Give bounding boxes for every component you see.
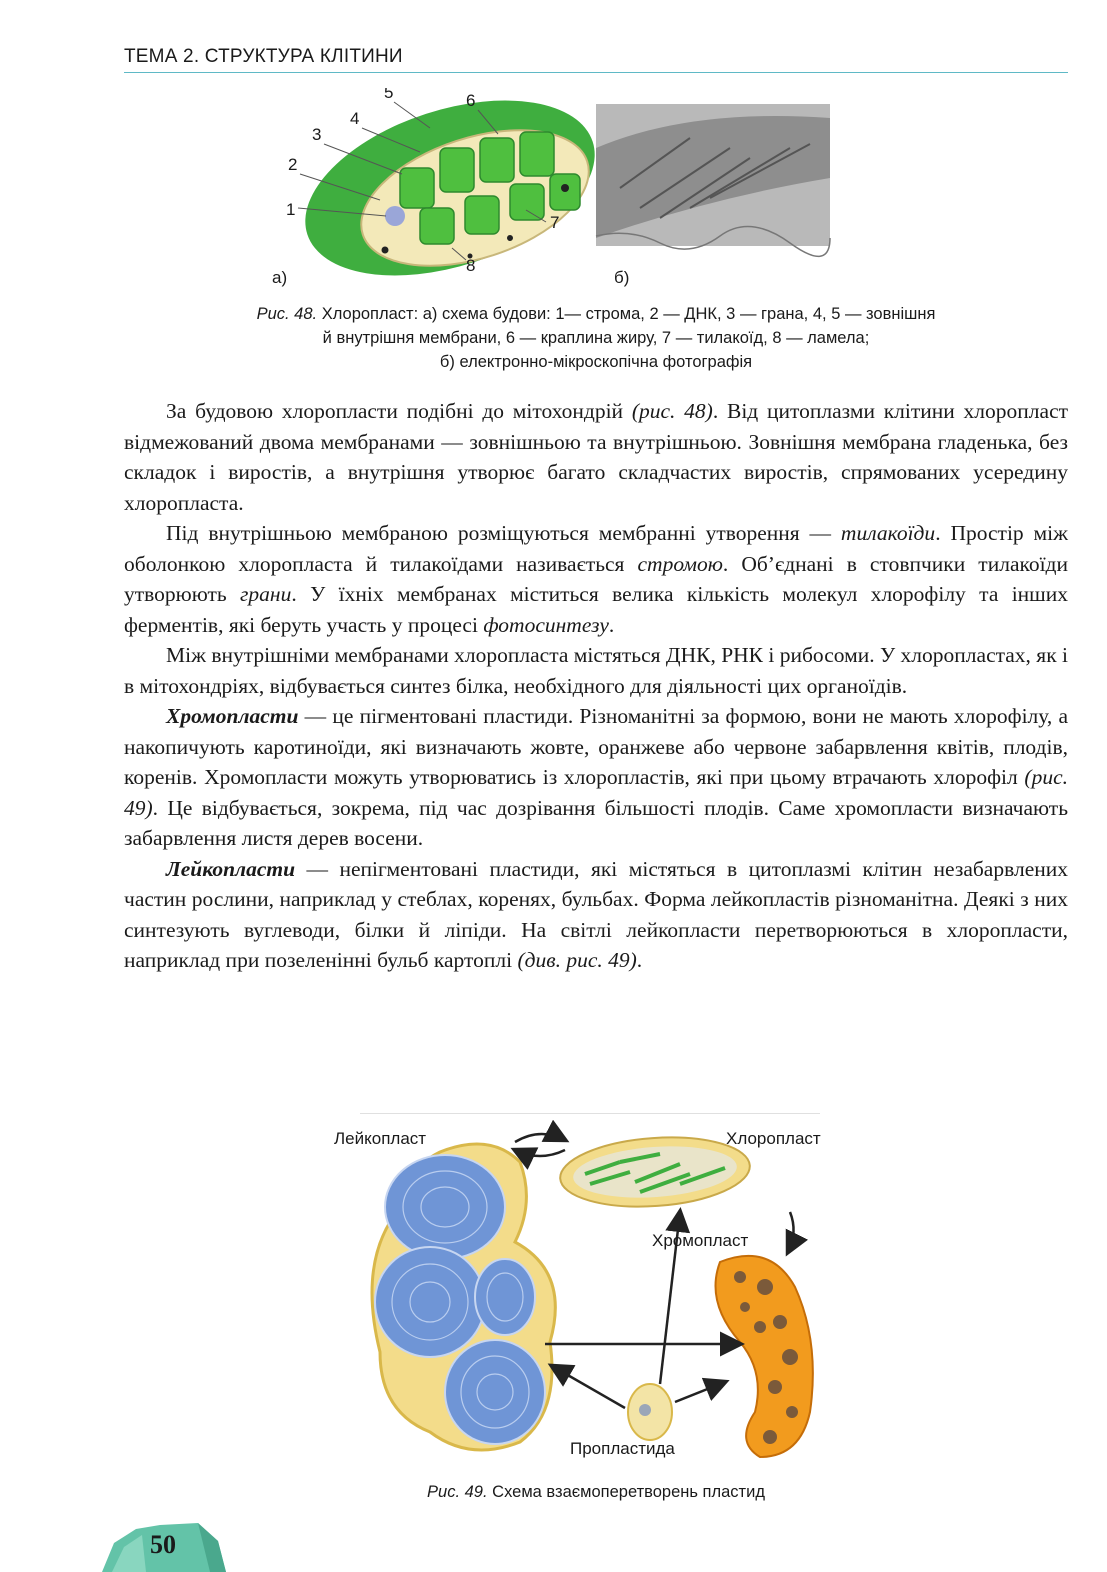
leucoplast-illustration	[372, 1144, 555, 1450]
figure-49	[320, 1112, 860, 1472]
paragraph-5	[124, 854, 1068, 976]
p2-text-c: . Об’єднані в стовпчики тилакоїди утворюють	[124, 551, 1069, 606]
fig49-caption-text: Схема взаємоперетворень пластид	[487, 1483, 765, 1501]
page-header: ТЕМА 2. СТРУКТУРА КЛІТИНИ	[124, 46, 403, 67]
p2-text-b: . Простір між оболонкою хлоропласта й тилакоїдами називається	[124, 521, 1068, 576]
header-divider	[124, 72, 1068, 73]
p5-text-b: .	[636, 948, 643, 972]
p5-figure-ref: (див. рис. 49)	[517, 948, 637, 972]
p2-term-thylakoids: тилакоїди	[840, 521, 936, 545]
label-chloroplast: Хлоропласт	[726, 1129, 821, 1148]
p1-text-b: . Від цитоплазми клітини хлоропласт відмежований двома мембранами — зовнішньою та внутрішньою. Зовнішня мембрана гладенька, без складок і виростів, а внутрішня утворює багато складчастих виростів, спрямованих усередину хлоропласта.	[124, 399, 1069, 515]
paragraph-4	[124, 701, 1068, 854]
paragraph-3: Між внутрішніми мембранами хлоропласта містяться ДНК, РНК і рибосоми. У хлоропластах, як і в мітохондріях, відбувається синтез білка, необхідного для діяльності цих органоїдів.	[124, 643, 1068, 698]
fig48-caption-line1: Хлоропласт: а) схема будови: 1— строма, 2 — ДНК, 3 — грана, 4, 5 — зовнішня	[317, 305, 936, 323]
p4-text-a: — це пігментовані пластиди. Різноманітні за формою, вони не мають хлорофілу, а накопичують каротиноїди, які визначають жовте, оранжеве або червоне забарвлення квітів, плодів, коренів. Хромопласти можуть утворюватись із хлоропластів, які при цьому втрачають хлорофіл	[124, 704, 1068, 789]
chloroplast-schematic	[283, 88, 617, 288]
fig48-label-8: 8	[466, 256, 476, 275]
electron-micrograph	[596, 104, 830, 256]
fig48-caption-ref: Рис. 48.	[256, 305, 318, 323]
fig48-label-1: 1	[286, 200, 296, 219]
label-leucoplast: Лейкопласт	[334, 1129, 427, 1148]
fig48-label-5: 5	[384, 88, 394, 102]
p2-text-e: .	[608, 612, 615, 637]
figure-49-caption	[124, 1480, 1068, 1504]
p4-term-chromoplasts: Хромопласти	[166, 704, 299, 728]
body-text	[124, 396, 1068, 976]
label-chromoplast: Хромопласт	[652, 1231, 749, 1250]
figure-48-caption	[124, 302, 1068, 374]
paragraph-2	[124, 518, 1068, 640]
fig49-caption-ref: Рис. 49.	[427, 1483, 488, 1501]
paragraph-1	[124, 396, 1068, 518]
fig48-label-4: 4	[350, 109, 360, 128]
fig48-label-3: 3	[312, 125, 322, 144]
fig48-caption-line3: б) електронно-мікроскопічна фотографія	[439, 353, 753, 371]
figure-49-illustration	[320, 1112, 860, 1472]
fig48-label-6: 6	[466, 91, 476, 110]
label-proplastid: Пропластида	[570, 1439, 675, 1458]
p2-term-photosynthesis: фотосинтезу	[483, 612, 609, 637]
chloroplast-illustration	[558, 1131, 752, 1212]
p2-term-grana: грани	[240, 582, 292, 606]
figure-48	[270, 88, 840, 288]
p4-figure-ref: (рис. 49)	[124, 765, 1068, 820]
proplastid-illustration	[628, 1384, 672, 1440]
figure-48-illustration	[270, 88, 840, 288]
p1-text-a: За будовою хлоропласти подібні до мітохондрій	[166, 399, 632, 423]
p2-term-stroma: стромою	[637, 551, 723, 576]
page-number: 50	[150, 1530, 176, 1559]
p1-figure-ref: (рис. 48)	[631, 399, 713, 423]
p4-text-b: . Це відбувається, зокрема, під час дозрівання більшості плодів. Саме хромопласти визначають забарвлення листя дерев восени.	[124, 795, 1068, 850]
fig48-panel-a: а)	[272, 268, 288, 287]
p2-text-d: . У їхніх мембранах міститься велика кількість молекул хлорофілу та інших ферментів, які беруть участь у процесі	[124, 582, 1068, 637]
p5-term-leucoplasts: Лейкопласти	[166, 856, 296, 881]
fig48-label-2: 2	[288, 155, 298, 174]
p2-text-a: Під внутрішньою мембраною розміщуються мембранні утворення —	[166, 521, 841, 545]
chromoplast-illustration	[716, 1256, 813, 1457]
fig48-panel-b: б)	[614, 268, 630, 287]
p5-text-a: — непігментовані пластиди, які містяться в цитоплазмі клітин незабарвлених частин рослини, наприклад у стеблах, коренях, бульбах. Форма лейкопластів різноманітна. Деякі з них синтезують вуглеводи, білки й ліпіди. На світлі лейкопласти перетворюються в хлоропласти, наприклад при позеленінні бульб картоплі	[124, 856, 1068, 972]
fig48-caption-line2: й внутрішня мембрани, 6 — краплина жиру, 7 — тилакоїд, 8 — ламела;	[322, 329, 870, 347]
fig48-label-7: 7	[550, 213, 560, 232]
